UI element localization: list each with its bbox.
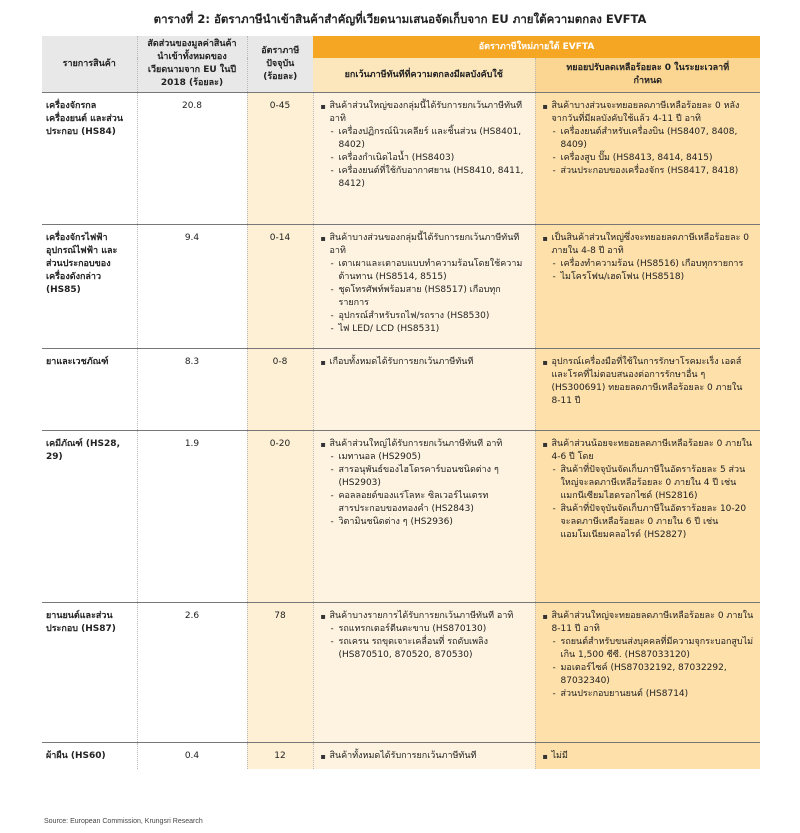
import-share: 2.6	[137, 603, 247, 743]
current-rate: 12	[247, 743, 313, 770]
table-row	[42, 431, 760, 603]
sub-item: - เครื่องสูบ ปั๊ม (HS8413, 8414, 8415)	[543, 152, 755, 165]
header-new-rate: อัตราภาษีใหม่ภายใต้ EVFTA	[313, 36, 760, 58]
table-row	[42, 93, 760, 225]
bullet-item: ▪ สินค้าบางส่วนจะทยอยลดภาษีเหลือร้อยละ 0 หลังจากวันที่มีผลบังคับใช้แล้ว 4-11 ปี อาทิ	[543, 100, 755, 126]
current-rate: 78	[247, 603, 313, 743]
product-name: ยานยนต์และส่วนประกอบ (HS87)	[42, 603, 137, 743]
table-body	[42, 93, 760, 770]
bullet-item: ▪ ไม่มี	[543, 750, 755, 763]
import-share: 8.3	[137, 349, 247, 431]
import-share: 9.4	[137, 225, 247, 349]
sub-item: - ไมโครโฟน/เฮดโฟน (HS8518)	[543, 271, 755, 284]
sub-item: - ไฟ LED/ LCD (HS8531)	[321, 323, 529, 336]
table-row	[42, 603, 760, 743]
sub-item: - สารอนุพันธ์ของไฮโดรคาร์บอนชนิดต่าง ๆ (HS2903)	[321, 464, 529, 490]
bullet-item: ▪ เกือบทั้งหมดได้รับการยกเว้นภาษีทันที	[321, 356, 529, 369]
sub-item: - รถเครน รถขุดเจาะเคลื่อนที่ รถดับเพลิง (HS870510, 870520, 870530)	[321, 636, 529, 662]
bullet-item: ▪ สินค้าส่วนน้อยจะทยอยลดภาษีเหลือร้อยละ 0 ภายใน 4-6 ปี โดย	[543, 438, 755, 464]
import-share: 1.9	[137, 431, 247, 603]
sub-item: - สินค้าที่ปัจจุบันจัดเก็บภาษีในอัตราร้อยละ 5 ส่วนใหญ่จะลดภาษีเหลือร้อยละ 0 ภายใน 4 ปี เช่น แมกนีเซียมไฮดรอกไซด์ (HS2816)	[543, 464, 755, 503]
phased-cell	[535, 431, 760, 603]
phased-cell	[535, 603, 760, 743]
immediate-cell	[313, 603, 535, 743]
bullet-item: ▪ สินค้าส่วนใหญ่ของกลุ่มนี้ได้รับการยกเว้นภาษีทันที อาทิ	[321, 100, 529, 126]
product-name: ยาและเวชภัณฑ์	[42, 349, 137, 431]
sub-item: - อุปกรณ์สำหรับรถไฟ/รถราง (HS8530)	[321, 310, 529, 323]
sub-item: - เครื่องทำความร้อน (HS8516) เกือบทุกรายการ	[543, 258, 755, 271]
sub-item: - เครื่องยนต์ที่ใช้กับอากาศยาน (HS8410, 8411, 8412)	[321, 165, 529, 191]
sub-item: - สินค้าที่ปัจจุบันจัดเก็บภาษีในอัตราร้อยละ 10-20 จะลดภาษีเหลือร้อยละ 0 ภายใน 6 ปี เช่น แอมโมเนียมคลอไรด์ (HS2827)	[543, 503, 755, 542]
header-product: รายการสินค้า	[42, 36, 137, 93]
sub-item: - ชุดโทรศัพท์พร้อมสาย (HS8517) เกือบทุกรายการ	[321, 284, 529, 310]
bullet-item: ▪ สินค้าส่วนใหญ่ได้รับการยกเว้นภาษีทันที อาทิ	[321, 438, 529, 451]
sub-item: - เมทานอล (HS2905)	[321, 451, 529, 464]
immediate-cell	[313, 93, 535, 225]
bullet-item: ▪ สินค้าทั้งหมดได้รับการยกเว้นภาษีทันที	[321, 750, 529, 763]
sub-item: - ส่วนประกอบของเครื่องจักร (HS8417, 8418)	[543, 165, 755, 178]
table-row	[42, 349, 760, 431]
bullet-item: ▪ สินค้าบางรายการได้รับการยกเว้นภาษีทันที อาทิ	[321, 610, 529, 623]
bullet-item: ▪ เป็นสินค้าส่วนใหญ่ซึ่งจะทยอยลดภาษีเหลือร้อยละ 0 ภายใน 4-8 ปี อาทิ	[543, 232, 755, 258]
product-name: เครื่องจักรไฟฟ้า อุปกรณ์ไฟฟ้า และส่วนประกอบของเครื่องดังกล่าว (HS85)	[42, 225, 137, 349]
current-rate: 0-8	[247, 349, 313, 431]
import-share: 0.4	[137, 743, 247, 770]
phased-cell	[535, 93, 760, 225]
bullet-item: ▪ อุปกรณ์เครื่องมือที่ใช้ในการรักษาโรคมะเร็ง เอดส์ และโรคที่ไม่ตอบสนองต่อการรักษาอื่น ๆ (HS300691) ทยอยลดภาษีเหลือร้อยละ 0 ภายใน 8-11 ปี	[543, 356, 755, 408]
table-row	[42, 743, 760, 770]
table-row	[42, 225, 760, 349]
import-share: 20.8	[137, 93, 247, 225]
product-name: เคมีภัณฑ์ (HS28, 29)	[42, 431, 137, 603]
header-current-rate: อัตราภาษีปัจจุบัน (ร้อยละ)	[247, 36, 313, 93]
sub-item: - คอลลอยด์ของแร่โลหะ ซิลเวอร์ไนเตรท สารประกอบของทองคำ (HS2843)	[321, 490, 529, 516]
immediate-cell	[313, 431, 535, 603]
bullet-item: ▪ สินค้าบางส่วนของกลุ่มนี้ได้รับการยกเว้นภาษีทันที อาทิ	[321, 232, 529, 258]
sub-item: - เตาเผาและเตาอบแบบทำความร้อนโดยใช้ความต้านทาน (HS8514, 8515)	[321, 258, 529, 284]
sub-item: - เครื่องกำเนิดไอน้ำ (HS8403)	[321, 152, 529, 165]
immediate-cell	[313, 743, 535, 770]
bullet-item: ▪ สินค้าส่วนใหญ่จะทยอยลดภาษีเหลือร้อยละ 0 ภายใน 8-11 ปี อาทิ	[543, 610, 755, 636]
sub-item: - มอเตอร์ไซค์ (HS87032192, 87032292, 87032340)	[543, 662, 755, 688]
current-rate: 0-45	[247, 93, 313, 225]
current-rate: 0-20	[247, 431, 313, 603]
immediate-cell	[313, 225, 535, 349]
phased-cell	[535, 225, 760, 349]
sub-item: - วิตามินชนิดต่าง ๆ (HS2936)	[321, 516, 529, 529]
sub-item: - รถแทรกเตอร์ตีนตะขาบ (HS870130)	[321, 623, 529, 636]
tariff-table	[42, 36, 760, 769]
product-name: ผ้าผืน (HS60)	[42, 743, 137, 770]
phased-cell	[535, 743, 760, 770]
immediate-cell	[313, 349, 535, 431]
sub-item: - ส่วนประกอบยานยนต์ (HS8714)	[543, 688, 755, 701]
table-title: ตารางที่ 2: อัตราภาษีนำเข้าสินค้าสำคัญที่เวียดนามเสนอจัดเก็บจาก EU ภายใต้ความตกลง EVFTA	[153, 12, 647, 26]
sub-item: - รถยนต์สำหรับขนส่งบุคคลที่มีความจุกระบอกสูบไม่เกิน 1,500 ซีซี. (HS87033120)	[543, 636, 755, 662]
phased-cell	[535, 349, 760, 431]
sub-item: - เครื่องปฏิกรณ์นิวเคลียร์ และชิ้นส่วน (HS8401, 8402)	[321, 126, 529, 152]
product-name: เครื่องจักรกล เครื่องยนต์ และส่วนประกอบ (HS84)	[42, 93, 137, 225]
source-note: Source: European Commission, Krungsri Research	[44, 818, 203, 825]
current-rate: 0-14	[247, 225, 313, 349]
header-phased: ทยอยปรับลดเหลือร้อยละ 0 ในระยะเวลาที่กำหนด	[535, 58, 760, 93]
header-immediate: ยกเว้นภาษีทันทีที่ความตกลงมีผลบังคับใช้	[313, 58, 535, 93]
sub-item: - เครื่องยนต์สำหรับเครื่องบิน (HS8407, 8408, 8409)	[543, 126, 755, 152]
header-share: สัดส่วนของมูลค่าสินค้านำเข้าทั้งหมดของเวียดนามจาก EU ในปี 2018 (ร้อยละ)	[137, 36, 247, 93]
